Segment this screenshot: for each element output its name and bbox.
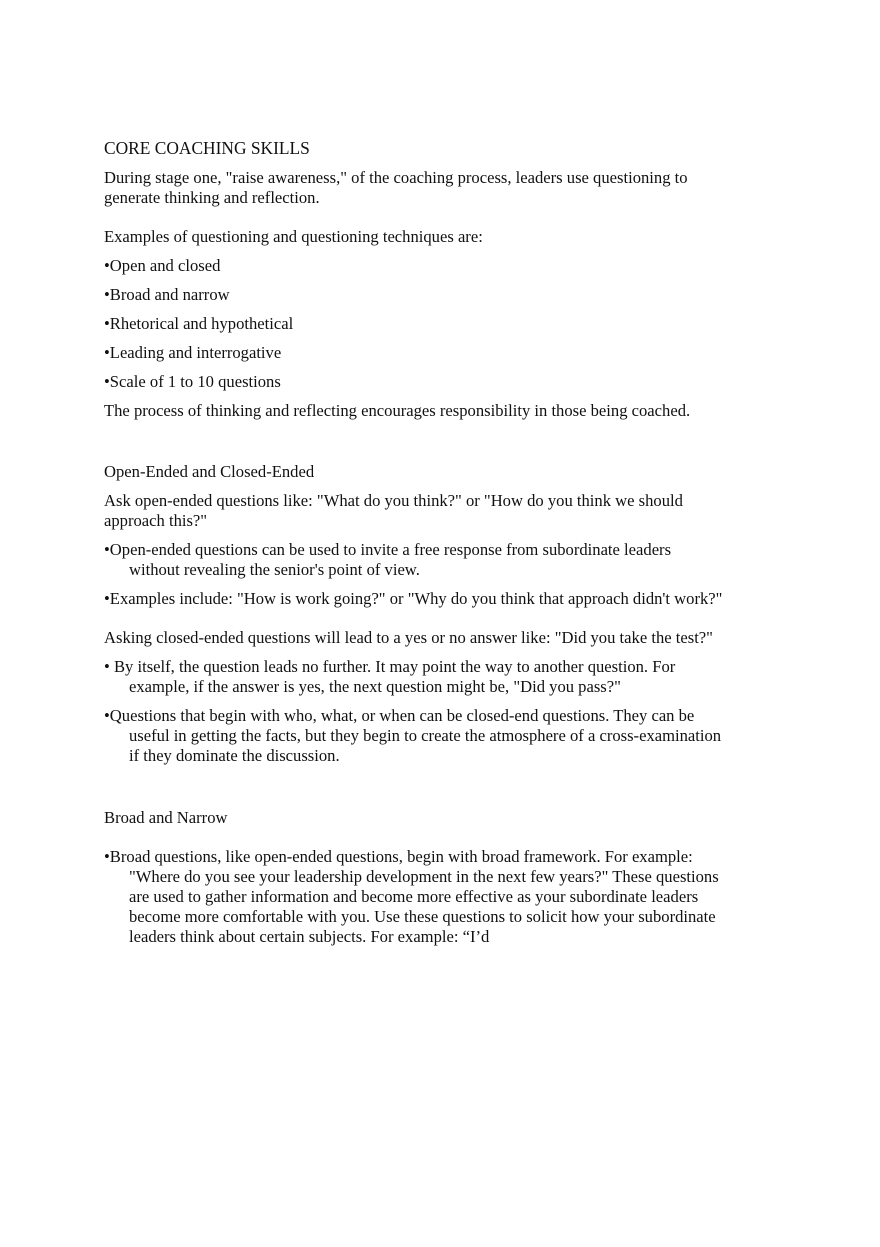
intro-paragraph: During stage one, "raise awareness," of the coaching process, leaders use questioning to generate thinking and reflection. <box>104 168 688 207</box>
list-item: •Leading and interrogative <box>104 343 282 362</box>
open-ended-lead: Ask open-ended questions like: "What do you think?" or "How do you think we should approach this?" <box>104 491 683 530</box>
open-ended-bullet: •Open-ended questions can be used to invite a free response from subordinate leaders without revealing the senior's point of view. <box>104 540 672 579</box>
open-ended-bullet: •Examples include: "How is work going?" or "Why do you think that approach didn't work?" <box>104 589 723 608</box>
document-page <box>104 137 724 956</box>
broad-narrow-bullet: •Broad questions, like open-ended questions, begin with broad framework. For example: "Where do you see your leadership development in the next few years?" These questions are used to gather information and become more effective as your subordinate leaders become more comfortable with you. Use these questions to solicit how your subordinate leaders think about certain subjects. For example: “I’d <box>104 847 719 946</box>
examples-list <box>104 256 724 392</box>
examples-intro: Examples of questioning and questioning techniques are: <box>104 227 483 246</box>
closing-paragraph: The process of thinking and reflecting encourages responsibility in those being coached. <box>104 401 691 420</box>
closed-ended-lead: Asking closed-ended questions will lead to a yes or no answer like: "Did you take the test?" <box>104 628 713 647</box>
document-title: CORE COACHING SKILLS <box>104 138 310 158</box>
closed-ended-bullet: • By itself, the question leads no further. It may point the way to another question. For example, if the answer is yes, the next question might be, "Did you pass?" <box>104 657 676 696</box>
closed-ended-bullet: •Questions that begin with who, what, or when can be closed-end questions. They can be useful in getting the facts, but they begin to create the atmosphere of a cross-examination if they dominate the discussion. <box>104 706 722 765</box>
list-item: •Scale of 1 to 10 questions <box>104 372 281 391</box>
list-item: •Rhetorical and hypothetical <box>104 314 294 333</box>
list-item: •Broad and narrow <box>104 285 230 304</box>
section-heading-open-closed: Open-Ended and Closed-Ended <box>104 462 315 481</box>
list-item: •Open and closed <box>104 256 221 275</box>
section-heading-broad-narrow: Broad and Narrow <box>104 808 228 827</box>
